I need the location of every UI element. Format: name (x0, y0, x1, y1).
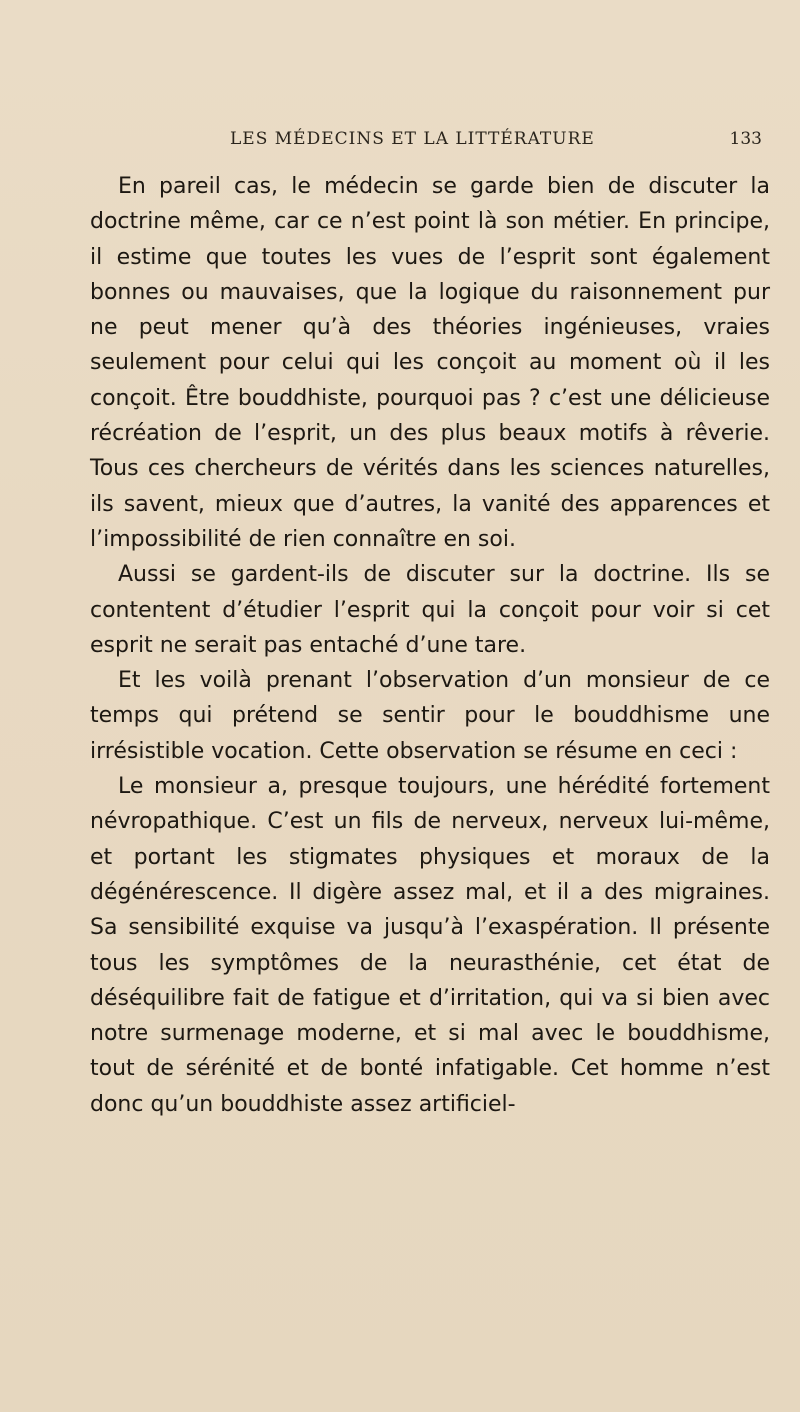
paragraph: Et les voilà prenant l’observation d’un monsieur de ce temps qui prétend se sentir pour le bouddhisme une irrésistible vocation. Cette observation se résume en ceci : (90, 668, 770, 764)
paragraph: Le monsieur a, presque toujours, une hérédité fortement névropathique. C’est un fils de nerveux, nerveux lui-même, et portant les stigmates physiques et moraux de la dégénérescence. Il digère assez mal, et il a des migraines. Sa sensibilité exquise va jusqu’à l’exaspération. Il présente tous les symptômes de la neurasthénie, cet état de déséquilibre fait de fatigue et d’irritation, qui va si bien avec notre surmenage moderne, et si mal avec le bouddhisme, tout de sérénité et de bonté infatigable. Cet homme n’est donc qu’un bouddhiste assez artificiel- (90, 774, 770, 1117)
running-title: LES MÉDECINS ET LA LITTÉRATURE (230, 129, 595, 149)
body-text (90, 169, 770, 1122)
paragraph: En pareil cas, le médecin se garde bien de discuter la doctrine même, car ce n’est point là son métier. En principe, il estime que toutes les vues de l’esprit sont également bonnes ou mauvaises, que la logique du raisonnement pur ne peut mener qu’à des théories ingénieuses, vraies seulement pour celui qui les conçoit au moment où il les conçoit. Être bouddhiste, pourquoi pas ? c’est une délicieuse récréation de l’esprit, un des plus beaux motifs à rêverie. Tous ces chercheurs de vérités dans les sciences naturelles, ils savent, mieux que d’autres, la vanité des apparences et l’impossibilité de rien connaître en soi. (90, 174, 770, 552)
paragraph: Aussi se gardent-ils de discuter sur la doctrine. Ils se contentent d’étudier l’esprit qui la conçoit pour voir si cet esprit ne serait pas entaché d’une tare. (90, 562, 770, 658)
page-number: 133 (729, 129, 762, 149)
page-header (230, 129, 762, 155)
